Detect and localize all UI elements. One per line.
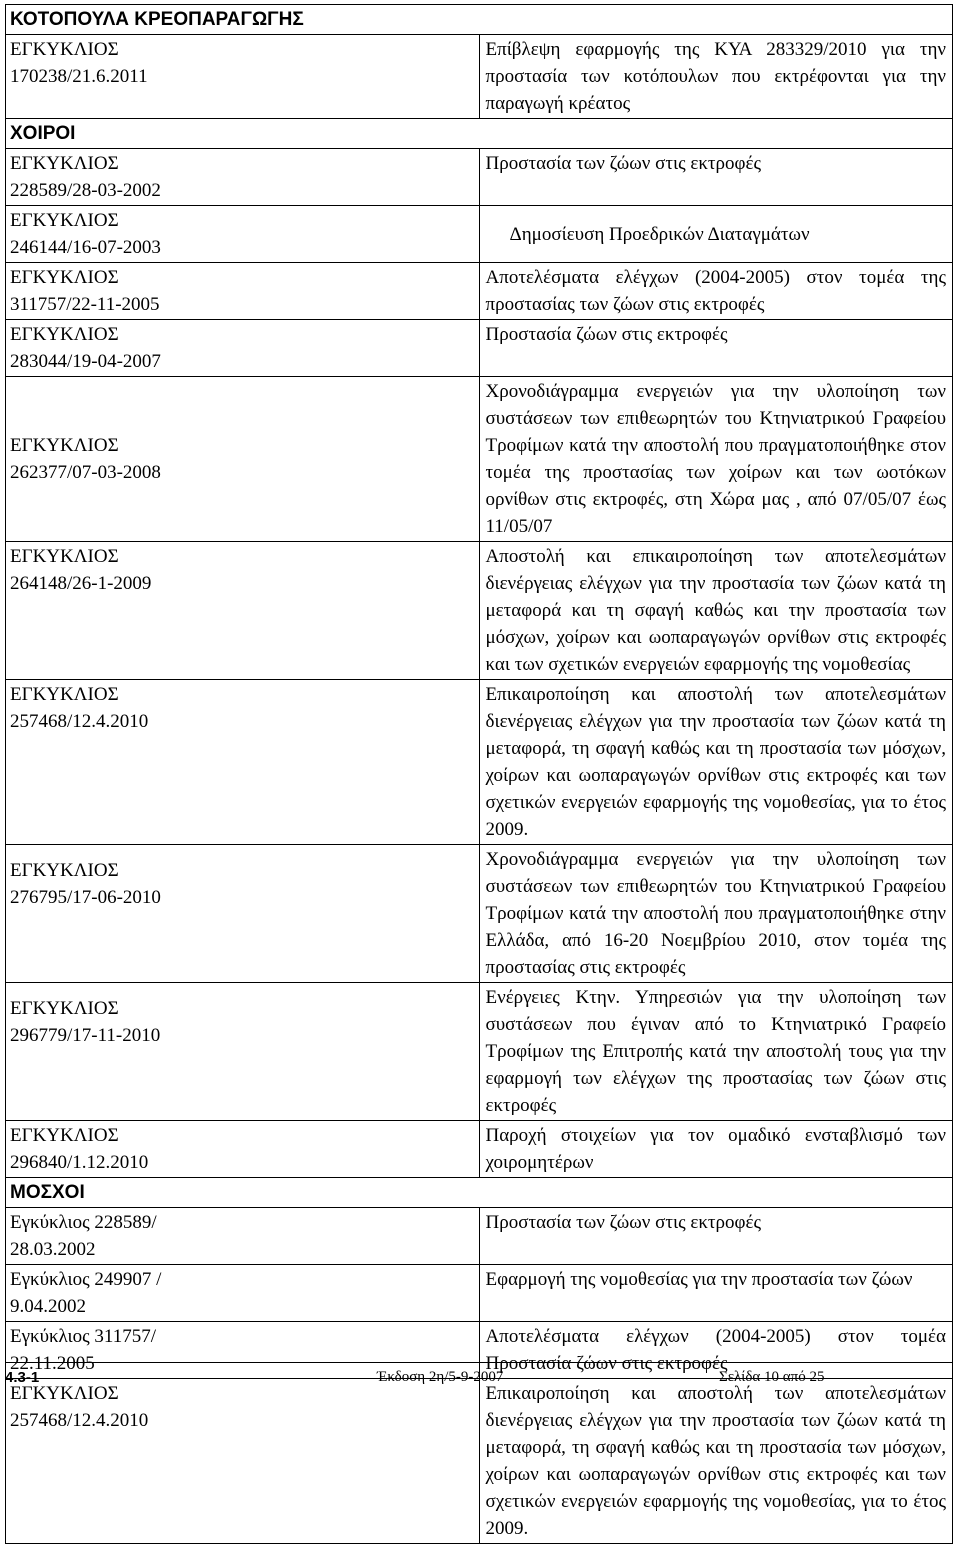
circular-type: ΕΓΚΥΚΛΙΟΣ	[10, 435, 119, 456]
circular-type: ΕΓΚΥΚΛΙΟΣ	[10, 684, 119, 705]
section-title: ΚΟΤΟΠΟΥΛΑ ΚΡΕΟΠΑΡΑΓΩΓΗΣ	[6, 5, 953, 35]
circular-reference	[6, 845, 480, 983]
table-row	[6, 206, 953, 263]
circular-number: 170238/21.6.2011	[10, 66, 148, 87]
circular-type: Εγκύκλιος 311757/	[10, 1326, 156, 1347]
table-row	[6, 320, 953, 377]
table-row	[6, 680, 953, 845]
circular-reference	[6, 377, 480, 542]
circular-number: 246144/16-07-2003	[10, 237, 161, 258]
circular-reference	[6, 542, 480, 680]
circulars-table	[5, 4, 953, 1544]
table-row	[6, 1208, 953, 1265]
table-row	[6, 845, 953, 983]
table-row	[6, 1121, 953, 1178]
table-row	[6, 1379, 953, 1544]
table-row	[6, 35, 953, 119]
circular-type: Εγκύκλιος 249907 /	[10, 1269, 162, 1290]
circular-number: 283044/19-04-2007	[10, 351, 161, 372]
section-header-row	[6, 119, 953, 149]
page-footer	[5, 1362, 953, 1389]
table-row	[6, 149, 953, 206]
circular-number: 311757/22-11-2005	[10, 294, 160, 315]
circular-number: 228589/28-03-2002	[10, 180, 161, 201]
circular-reference	[6, 35, 480, 119]
footer-page-number: Σελίδα 10 από 25	[719, 1369, 825, 1385]
circular-description: Εφαρμογή της νομοθεσίας για την προστασία των ζώων	[479, 1265, 953, 1322]
footer-edition: Έκδοση 2η/5-9-2007	[377, 1369, 504, 1385]
circular-reference	[6, 1379, 480, 1544]
table-row	[6, 542, 953, 680]
circular-reference	[6, 1208, 480, 1265]
circular-description: Ενέργειες Κτην. Υπηρεσιών για την υλοποίηση των συστάσεων που έγιναν από το Κτηνιατρικό Γραφείο Τροφίμων της Επιτροπής κατά την αποστολή τους για την εφαρμογή των ελέγχων της προστασίας των ζώων στις εκτροφές	[479, 983, 953, 1121]
section-header-row	[6, 5, 953, 35]
footer-section-number: 4.3-1	[5, 1369, 40, 1386]
circular-number: 296840/1.12.2010	[10, 1152, 149, 1173]
circular-number: 22.11.2005	[10, 1353, 95, 1374]
table-row	[6, 377, 953, 542]
circular-type: ΕΓΚΥΚΛΙΟΣ	[10, 267, 119, 288]
circular-reference	[6, 206, 480, 263]
circular-type: ΕΓΚΥΚΛΙΟΣ	[10, 153, 119, 174]
circular-reference	[6, 983, 480, 1121]
table-row	[6, 263, 953, 320]
circular-description: Προστασία των ζώων στις εκτροφές	[479, 149, 953, 206]
circular-number: 264148/26-1-2009	[10, 573, 152, 594]
circular-reference	[6, 149, 480, 206]
circular-reference	[6, 1121, 480, 1178]
circular-reference	[6, 680, 480, 845]
circular-number: 296779/17-11-2010	[10, 1025, 161, 1046]
circular-number: 262377/07-03-2008	[10, 462, 161, 483]
circular-description: Επικαιροποίηση και αποστολή των αποτελεσμάτων διενέργειας ελέγχων για την προστασία των ζώων κατά τη μεταφορά, τη σφαγή καθώς και τη προστασία των μόσχων, χοίρων και ωοπαραγωγών ορνίθων στις εκτροφές και των σχετικών ενεργειών εφαρμογής της νομοθεσίας, για το έτος 2009.	[479, 680, 953, 845]
circular-description: Αποτελέσματα ελέγχων (2004-2005) στον τομέα Προστασία ζώων στις εκτροφές	[479, 1322, 953, 1379]
circular-type: ΕΓΚΥΚΛΙΟΣ	[10, 324, 119, 345]
circular-number: 257468/12.4.2010	[10, 711, 149, 732]
circular-type: ΕΓΚΥΚΛΙΟΣ	[10, 1383, 119, 1404]
table-row	[6, 1265, 953, 1322]
circular-type: ΕΓΚΥΚΛΙΟΣ	[10, 998, 119, 1019]
circular-description: Επικαιροποίηση και αποστολή των αποτελεσμάτων διενέργειας ελέγχων για την προστασία των ζώων κατά τη μεταφορά, τη σφαγή καθώς και τη προστασία των μόσχων, χοίρων και ωοπαραγωγών ορνίθων στις εκτροφές και των σχετικών ενεργειών εφαρμογής της νομοθεσίας, για το έτος 2009.	[479, 1379, 953, 1544]
circular-number: 9.04.2002	[10, 1296, 86, 1317]
circular-description: Προστασία των ζώων στις εκτροφές	[479, 1208, 953, 1265]
circular-description: Χρονοδιάγραμμα ενεργειών για την υλοποίηση των συστάσεων των επιθεωρητών του Κτηνιατρικού Γραφείου Τροφίμων κατά την αποστολή που πραγματοποιήθηκε στην Ελλάδα, από 16-20 Νοεμβρίου 2010, στον τομέα της προστασίας στις εκτροφές	[479, 845, 953, 983]
circular-description: Αποστολή και επικαιροποίηση των αποτελεσμάτων διενέργειας ελέγχων για την προστασία των ζώων κατά τη μεταφορά και τη σφαγή καθώς και την προστασία των μόσχων, χοίρων και ωοπαραγωγών ορνίθων στις εκτροφές και των σχετικών ενεργειών εφαρμογής της νομοθεσίας	[479, 542, 953, 680]
circular-type: ΕΓΚΥΚΛΙΟΣ	[10, 860, 119, 881]
circular-description: Αποτελέσματα ελέγχων (2004-2005) στον τομέα της προστασίας των ζώων στις εκτροφές	[479, 263, 953, 320]
section-title: ΜΟΣΧΟΙ	[6, 1178, 953, 1208]
circular-type: ΕΓΚΥΚΛΙΟΣ	[10, 546, 119, 567]
circular-number: 28.03.2002	[10, 1239, 96, 1260]
circular-reference	[6, 320, 480, 377]
circular-type: Εγκύκλιος 228589/	[10, 1212, 157, 1233]
circular-type: ΕΓΚΥΚΛΙΟΣ	[10, 39, 119, 60]
section-title: ΧΟΙΡΟΙ	[6, 119, 953, 149]
circular-type: ΕΓΚΥΚΛΙΟΣ	[10, 1125, 119, 1146]
circular-reference	[6, 1265, 480, 1322]
circular-description: Επίβλεψη εφαρμογής της ΚΥΑ 283329/2010 για την προστασία των κοτόπουλων που εκτρέφονται για την παραγωγή κρέατος	[479, 35, 953, 119]
circular-description: Χρονοδιάγραμμα ενεργειών για την υλοποίηση των συστάσεων των επιθεωρητών του Κτηνιατρικού Γραφείου Τροφίμων κατά την αποστολή που πραγματοποιήθηκε στον τομέα της προστασίας των χοίρων και των ωοτόκων ορνίθων στις εκτροφές, στη Χώρα μας , από 07/05/07 έως 11/05/07	[479, 377, 953, 542]
circular-description-text: Δημοσίευση Προεδρικών Διαταγμάτων	[509, 223, 810, 245]
section-header-row	[6, 1178, 953, 1208]
table-row	[6, 983, 953, 1121]
circular-description: Παροχή στοιχείων για τον ομαδικό ενσταβλισμό των χοιρομητέρων	[479, 1121, 953, 1178]
circular-number: 257468/12.4.2010	[10, 1410, 149, 1431]
circular-description: Προστασία ζώων στις εκτροφές	[479, 320, 953, 377]
circular-reference	[6, 263, 480, 320]
circular-type: ΕΓΚΥΚΛΙΟΣ	[10, 210, 119, 231]
circular-description	[479, 206, 953, 263]
circular-number: 276795/17-06-2010	[10, 887, 161, 908]
